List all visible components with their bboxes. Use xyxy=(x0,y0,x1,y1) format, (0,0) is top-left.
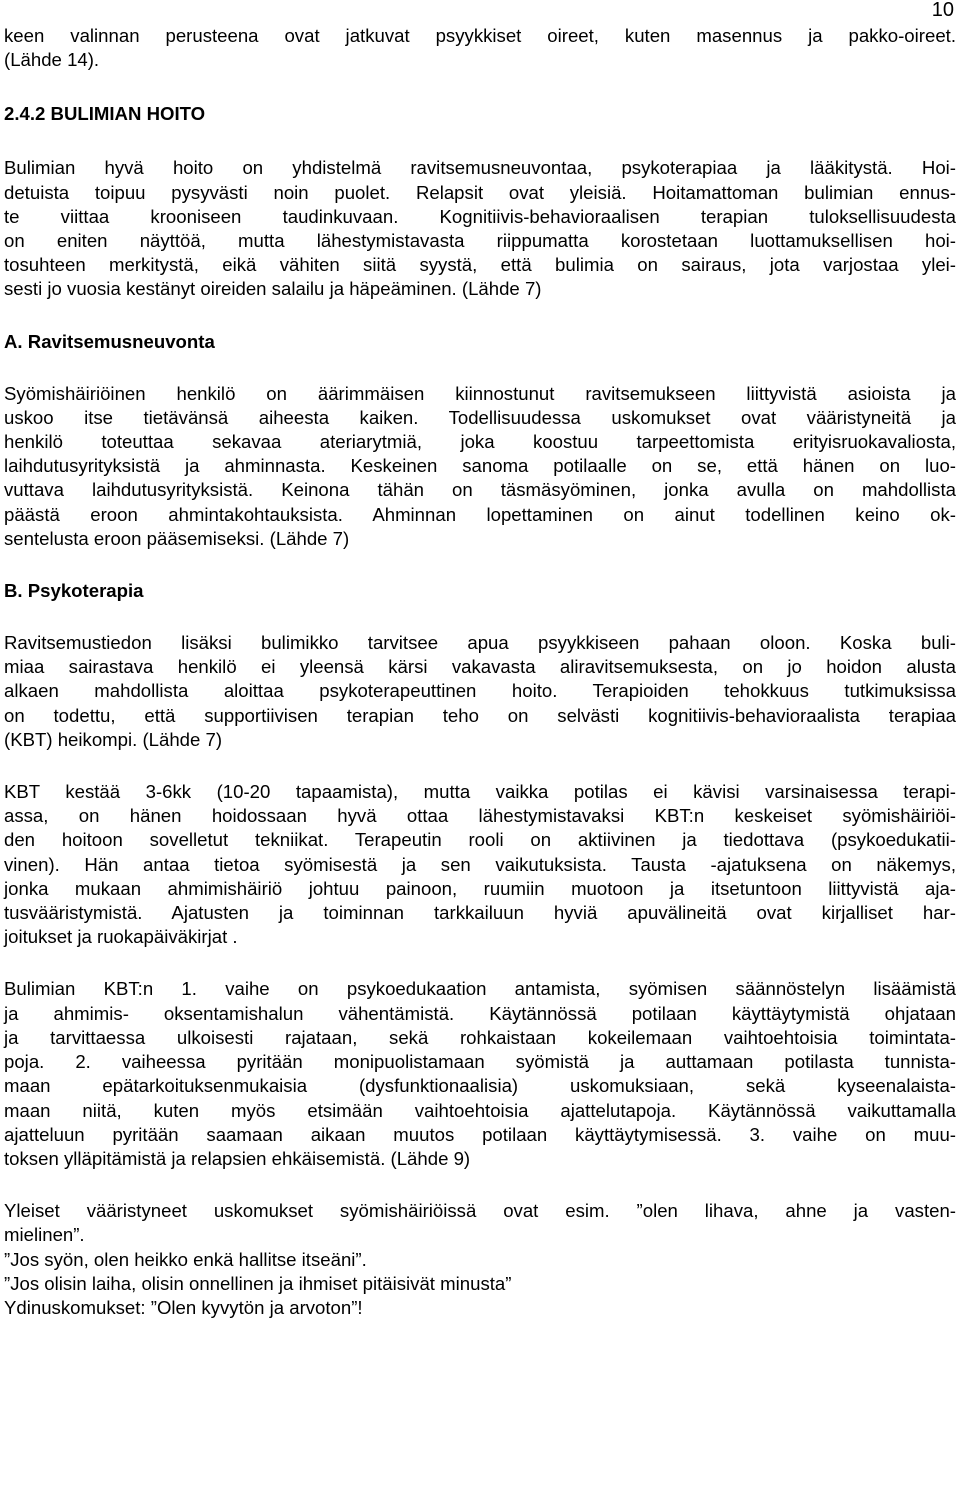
text-line: detuista toipuu pysyvästi noin puolet. Relapsit ovat yleisiä. Hoitamattoman bulimian ennus- xyxy=(4,181,956,203)
text-line: henkilö toteuttaa sekavaa ateriarytmiä, joka koostuu tarpeettomista erityisruokavaliosta, xyxy=(4,431,956,453)
text-line: Bulimian KBT:n 1. vaihe on psykoedukaation antamista, syömisen säännöstelyn lisäämistä xyxy=(4,978,956,1000)
text-line: toksen ylläpitämistä ja relapsien ehkäisemistä. (Lähde 9) xyxy=(4,1147,471,1169)
text-line: KBT kestää 3-6kk (10-20 tapaamista), mutta vaikka potilas ei kävisi varsinaisessa terapi- xyxy=(4,781,956,803)
text-line: poja. 2. vaiheessa pyritään monipuolistamaan syömistä ja auttamaan potilasta tunnista- xyxy=(4,1051,956,1073)
text-line: keen valinnan perusteena ovat jatkuvat psyykkiset oireet, kuten masennus ja pakko-oireet. xyxy=(4,25,956,46)
text-line: Ydinuskomukset: ”Olen kyvytön ja arvoton”! xyxy=(4,1296,363,1318)
text-line: Bulimian hyvä hoito on yhdistelmä ravitsemusneuvontaa, psykoterapiaa ja lääkitystä. Hoi- xyxy=(4,157,956,179)
text-line: ajatteluun pyritään saamaan aikaan muutos potilaan käyttäytymisessä. 3. vaihe on muu- xyxy=(4,1123,956,1145)
page-number: 10 xyxy=(931,0,954,21)
text-line: laihdutusyrityksistä ja ahminnasta. Keskeinen sanoma potilaalle on se, että hänen on luo- xyxy=(4,455,956,477)
text-line: miaa sairastava henkilö ei yleensä kärsi vakavasta aliravitsemuksesta, on jo hoidon alusta xyxy=(4,656,956,678)
paragraph-intro-continued xyxy=(4,24,956,72)
text-line: alkaen mahdollista aloittaa psykoterapeuttinen hoito. Terapioiden tehokkuus tutkimuksissa xyxy=(4,680,956,702)
subsection-heading: B. Psykoterapia xyxy=(4,580,144,602)
section-heading: 2.4.2 BULIMIAN HOITO xyxy=(4,103,206,125)
text-line: (Lähde 14). xyxy=(4,49,100,71)
text-line: ja tarvittaessa ulkoisesti rajataan, sekä rohkaistaan kokeilemaan vaihtoehtoisia toimintata- xyxy=(4,1026,956,1048)
text-line: Ravitsemustiedon lisäksi bulimikko tarvitsee apua psyykkiseen pahaan oloon. Koska buli- xyxy=(4,632,956,654)
text-line: maan epätarkoituksenmukaisia (dysfunktionaalisia) uskomuksiaan, sekä kyseenalaista- xyxy=(4,1075,956,1097)
text-line: ”Jos olisin laiha, olisin onnellinen ja ihmiset pitäisivät minusta” xyxy=(4,1272,512,1294)
belief-quotes xyxy=(4,1248,956,1321)
paragraph-kbt-phases xyxy=(4,977,956,1171)
text-line: on todettu, että supportiivisen terapian teho on selvästi kognitiivis-behavioraalista terapiaa xyxy=(4,704,956,726)
text-line: vinen). Hän antaa tietoa syömisestä ja sen vaikutuksista. Tausta -ajatuksena on näkemys, xyxy=(4,853,956,875)
text-line: Yleiset vääristyneet uskomukset syömishäiriöissä ovat esim. ”olen lihava, ahne ja vasten- xyxy=(4,1200,956,1222)
text-line: tosuhteen merkitystä, eikä vähiten siitä syystä, että bulimia on sairaus, jota varjostaa ylei- xyxy=(4,254,956,276)
text-line: den hoitoon sovelletut tekniikat. Terapeutin rooli on aktiivinen ja tiedottava (psykoedukatii- xyxy=(4,829,956,851)
text-line: mielinen”. xyxy=(4,1224,85,1246)
paragraph-psychotherapy xyxy=(4,631,956,752)
document-body xyxy=(4,24,956,1320)
text-line: ”Jos syön, olen heikko enkä hallitse itseäni”. xyxy=(4,1248,367,1270)
text-line: vuttava laihdutusyrityksistä. Keinona tähän on täsmäsyöminen, jonka avulla on mahdollista xyxy=(4,479,956,501)
text-line: maan niitä, kuten myös etsimään vaihtoehtoisia ajattelutapoja. Käytännössä vaikuttamalla xyxy=(4,1099,956,1121)
paragraph-nutrition-counseling xyxy=(4,382,956,551)
paragraph-distorted-beliefs xyxy=(4,1199,956,1247)
subsection-heading: A. Ravitsemusneuvonta xyxy=(4,330,215,352)
paragraph-kbt-duration xyxy=(4,780,956,949)
text-line: sesti jo vuosia kestänyt oireiden salailu ja häpeäminen. (Lähde 7) xyxy=(4,278,542,300)
text-line: (KBT) heikompi. (Lähde 7) xyxy=(4,728,223,750)
text-line: ja ahmimis- oksentamishalun vähentämistä. Käytännössä potilaan käyttäytymistä ohjataan xyxy=(4,1002,956,1024)
text-line: joitukset ja ruokapäiväkirjat . xyxy=(4,926,238,948)
text-line: päästä eroon ahmintakohtauksista. Ahminnan lopettaminen on ainut todellinen keino ok- xyxy=(4,503,956,525)
text-line: on eniten näyttöä, mutta lähestymistavasta riippumatta korostetaan luottamuksellisen hoi- xyxy=(4,230,956,252)
text-line: Syömishäiriöinen henkilö on äärimmäisen kiinnostunut ravitsemukseen liittyvistä asioista ja xyxy=(4,382,956,404)
text-line: te viittaa krooniseen taudinkuvaan. Kognitiivis-behavioraalisen terapian tuloksellisuudesta xyxy=(4,205,956,227)
text-line: sentelusta eroon pääsemiseksi. (Lähde 7) xyxy=(4,527,350,549)
text-line: uskoo itse tietävänsä aiheesta kaiken. Todellisuudessa uskomukset ovat vääristyneitä ja xyxy=(4,406,956,428)
paragraph-bulimia-treatment xyxy=(4,156,956,301)
text-line: assa, on hänen hoidossaan hyvä ottaa lähestymistavaksi KBT:n keskeiset syömishäiriöi- xyxy=(4,805,956,827)
text-line: jonka mukaan ahmimishäiriö johtuu painoon, ruumiin muotoon ja itsetuntoon liittyvistä aja- xyxy=(4,877,956,899)
text-line: tusvääristymistä. Ajatusten ja toiminnan tarkkailuun hyviä apuvälineitä ovat kirjalliset har- xyxy=(4,902,956,924)
